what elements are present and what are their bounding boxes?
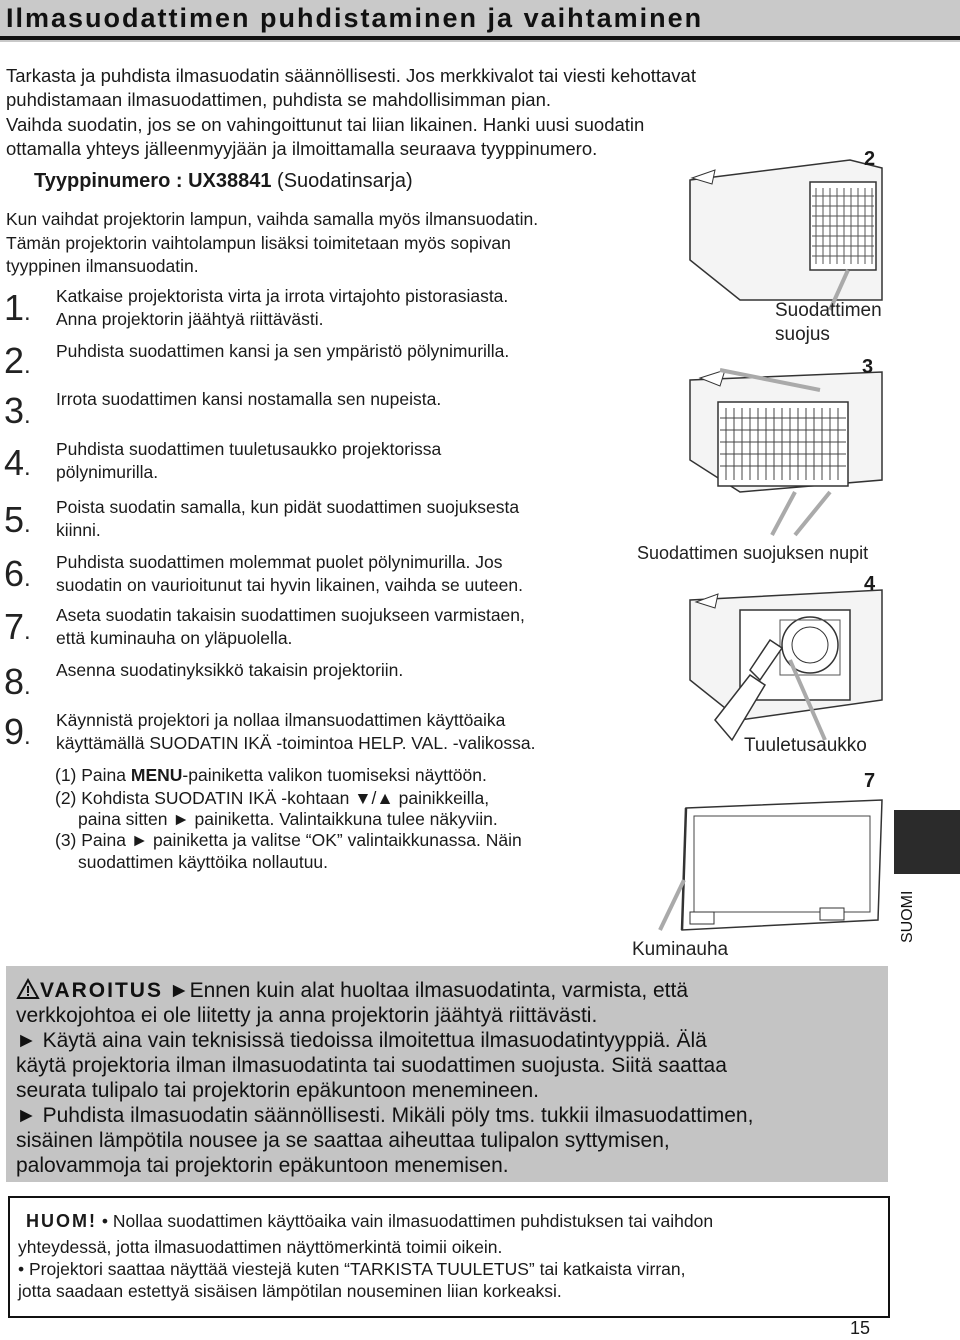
substep-3-cont: suodattimen käyttöika nollautuu.	[78, 852, 329, 872]
figure-4-vent	[690, 590, 882, 740]
note-line: yhteydessä, jotta ilmasuodattimen näyttömerkintä toimii oikein.	[18, 1237, 503, 1257]
type-number-suffix: (Suodatinsarja)	[271, 170, 413, 192]
note-first-line	[26, 1210, 713, 1232]
type-number	[34, 170, 413, 193]
warning-line: seurata tulipalo tai projektorin epäkuntoon menemineen.	[16, 1079, 540, 1102]
warning-first-line	[16, 978, 688, 1003]
intro-line: ottamalla yhteys jälleenmyyjään ja ilmoittamalla seuraava tyyppinumero.	[6, 138, 598, 159]
substep-2-cont: paina sitten ► painiketta. Valintaikkuna tulee näkyviin.	[78, 809, 498, 829]
step-number: 7.	[4, 606, 31, 647]
page-title: Ilmasuodattimen puhdistaminen ja vaihtaminen	[6, 3, 704, 33]
step-text: käyttämällä SUODATIN IKÄ -toimintoa HELP. VAL. -valikossa.	[56, 733, 536, 753]
language-tab-block	[894, 810, 960, 874]
warning-text: ►Ennen kuin alat huoltaa ilmasuodatinta, varmista, että	[162, 979, 689, 1002]
substep-3: (3) Paina ► painiketta ja valitse “OK” valintaikkunassa. Näin	[55, 830, 522, 850]
step-number: 8.	[4, 661, 31, 702]
figure-number-7: 7	[864, 770, 876, 792]
lamp-note-line: Kun vaihdat projektorin lampun, vaihda samalla myös ilmansuodatin.	[6, 209, 539, 229]
vent-label: Tuuletusaukko	[744, 735, 867, 756]
warning-line: sisäinen lämpötila nousee ja se saattaa aiheuttaa tulipalon syttymisen,	[16, 1129, 670, 1152]
step-text: suodatin on vaurioitunut tai hyvin likainen, vaihda se uuteen.	[56, 575, 523, 595]
step-text: että kuminauha on yläpuolella.	[56, 628, 293, 648]
step-number: 4.	[4, 442, 31, 483]
substep-2: (2) Kohdista SUODATIN IKÄ -kohtaan ▼/▲ painikkeilla,	[55, 788, 490, 808]
substep-1: (1) Paina MENU-painiketta valikon tuomiseksi näyttöön.	[55, 765, 487, 785]
filter-knobs-label: Suodattimen suojuksen nupit	[637, 543, 869, 563]
lamp-note-line: Tämän projektorin vaihtolampun lisäksi toimitetaan myös sopivan	[6, 233, 511, 253]
step-text: Asenna suodatinyksikkö takaisin projektoriin.	[56, 660, 404, 680]
figure-3-filter-cover	[690, 370, 882, 535]
step-text: Puhdista suodattimen molemmat puolet pölynimurilla. Jos	[56, 552, 503, 572]
step-text: Irrota suodattimen kansi nostamalla sen nupeista.	[56, 389, 442, 409]
step-text: Käynnistä projektori ja nollaa ilmansuodattimen käyttöaika	[56, 710, 506, 730]
lamp-note-line: tyyppinen ilmansuodatin.	[6, 256, 199, 276]
figure-2-projector-top	[690, 160, 882, 310]
warning-line: verkkojohtoa ei ole liitetty ja anna projektorin jäähtyä riittävästi.	[16, 1004, 598, 1027]
step-number: 6.	[4, 553, 31, 594]
step-text: kiinni.	[56, 520, 101, 540]
step-text: Puhdista suodattimen tuuletusaukko projektorissa	[56, 439, 442, 459]
step-text: Katkaise projektorista virta ja irrota virtajohto pistorasiasta.	[56, 286, 509, 306]
note-heading: HUOM!	[26, 1211, 97, 1231]
rubber-band-label: Kuminauha	[632, 939, 729, 960]
filter-cover-label: suojus	[775, 324, 830, 345]
warning-triangle-icon	[16, 978, 40, 1000]
warning-line: ► Käytä aina vain teknisissä tiedoissa ilmoitettua ilmasuodatintyyppiä. Älä	[16, 1029, 707, 1052]
step-text: Puhdista suodattimen kansi ja sen ympäristö pölynimurilla.	[56, 341, 510, 361]
language-tab	[896, 885, 916, 945]
page-number: 15	[850, 1318, 871, 1338]
intro-line: Vaihda suodatin, jos se on vahingoittunut tai liian likainen. Hanki uusi suodatin	[6, 114, 645, 135]
step-number: 1.	[4, 287, 31, 328]
page-title-bar	[0, 0, 960, 42]
figure-number-3: 3	[862, 356, 874, 378]
step-number: 3.	[4, 390, 31, 431]
note-line: jotta saadaan estettyä sisäisen lämpötilan nouseminen liian korkeaksi.	[18, 1281, 562, 1301]
filter-cover-label: Suodattimen	[775, 300, 882, 321]
type-number-label: Tyyppinumero : UX38841	[34, 170, 272, 192]
intro-line: Tarkasta ja puhdista ilmasuodatin säännöllisesti. Jos merkkivalot tai viesti kehottavat	[6, 65, 696, 86]
step-text: pölynimurilla.	[56, 462, 159, 482]
intro-line: puhdistamaan ilmasuodattimen, puhdista se mahdollisimman pian.	[6, 89, 552, 110]
figure-number-2: 2	[864, 148, 876, 170]
warning-heading: VAROITUS	[40, 979, 163, 1002]
language-tab-label: SUOMI	[899, 890, 916, 943]
note-line: • Projektori saattaa näyttää viestejä kuten “TARKISTA TUULETUS” tai katkaista virran,	[18, 1259, 686, 1279]
note-text: • Nollaa suodattimen käyttöaika vain ilmasuodattimen puhdistuksen tai vaihdon	[97, 1211, 714, 1231]
step-number: 5.	[4, 499, 31, 540]
figure-7-filter-unit	[660, 800, 882, 930]
step-text: Anna projektorin jäähtyä riittävästi.	[56, 309, 324, 329]
step-number: 2.	[4, 340, 31, 381]
step-text: Aseta suodatin takaisin suodattimen suojukseen varmistaen,	[56, 605, 525, 625]
step-text: Poista suodatin samalla, kun pidät suodattimen suojuksesta	[56, 497, 520, 517]
title-rule	[0, 36, 960, 40]
figure-number-4: 4	[864, 573, 876, 595]
step-number: 9.	[4, 711, 31, 752]
warning-line: ► Puhdista ilmasuodatin säännöllisesti. Mikäli pöly tms. tukkii ilmasuodattimen,	[16, 1104, 754, 1127]
warning-line: palovammoja tai projektorin epäkuntoon menemisen.	[16, 1154, 509, 1177]
warning-line: käytä projektoria ilman ilmasuodatinta tai suodattimen suojusta. Siitä saattaa	[16, 1054, 727, 1077]
